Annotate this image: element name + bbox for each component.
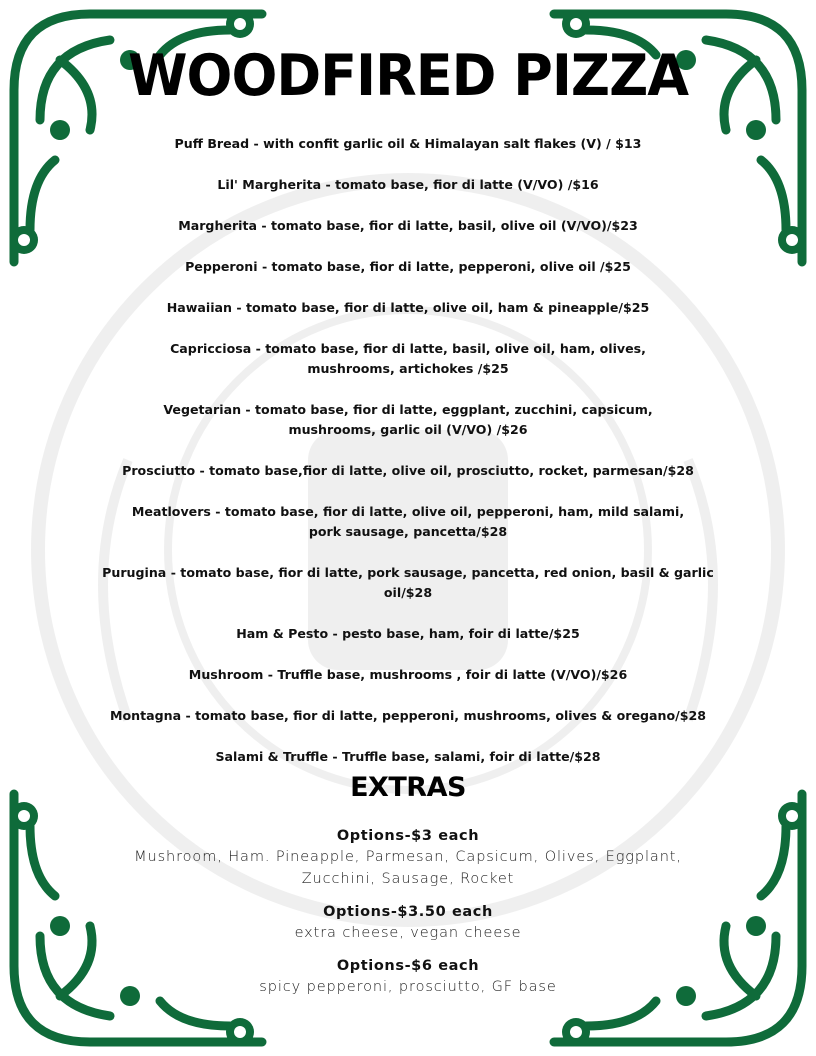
menu-item: [80, 624, 736, 644]
menu-item: [80, 339, 736, 379]
menu-item: [80, 134, 736, 154]
menu-item-line: Ham & Pesto - pesto base, ham, foir di latte/$25: [236, 626, 580, 641]
menu-item-line: Purugina - tomato base, fior di latte, pork sausage, pancetta, red onion, basil & garlic oil/$28: [102, 565, 714, 600]
extras-option: [120, 902, 696, 944]
extras-option: [120, 956, 696, 998]
menu-item: [80, 257, 736, 277]
menu-item: [80, 461, 736, 481]
menu-item-line: Capricciosa - tomato base, fior di latte, basil, olive oil, ham, olives,: [170, 341, 646, 356]
extras-option-items: extra cheese, vegan cheese: [294, 925, 522, 941]
menu-item: [80, 665, 736, 685]
menu-item-line: Mushroom - Truffle base, mushrooms , foir di latte (V/VO)/$26: [188, 667, 628, 682]
extras-section: [120, 826, 696, 1010]
pizza-menu-list: [80, 134, 736, 788]
extras-option-price: Options-$3 each: [336, 828, 480, 844]
menu-item-line: Meatlovers - tomato base, fior di latte, olive oil, pepperoni, ham, mild salami,: [131, 504, 685, 519]
extras-option-items: spicy pepperoni, prosciutto, GF base: [259, 979, 557, 995]
extras-option-price: Options-$3.50 each: [323, 904, 493, 920]
menu-item-line: Salami & Truffle - Truffle base, salami, foir di latte/$28: [215, 749, 601, 764]
menu-item-line: Lil' Margherita - tomato base, fior di latte (V/VO) /$16: [217, 177, 599, 192]
menu-item-line: Pepperoni - tomato base, fior di latte, pepperoni, olive oil /$25: [185, 259, 631, 274]
menu-item-line: Margherita - tomato base, fior di latte, basil, olive oil (V/VO)/$23: [178, 218, 638, 233]
menu-item-line: Vegetarian - tomato base, fior di latte, eggplant, zucchini, capsicum,: [163, 402, 653, 417]
extras-heading: EXTRAS: [350, 772, 466, 803]
menu-item-line: Montagna - tomato base, fior di latte, pepperoni, mushrooms, olives & oregano/$28: [109, 708, 707, 723]
menu-item-line: mushrooms, garlic oil (V/VO) /$26: [288, 422, 528, 437]
menu-item-line: Puff Bread - with confit garlic oil & Himalayan salt flakes (V) / $13: [174, 136, 642, 151]
extras-option-items: Mushroom, Ham. Pineapple, Parmesan, Capsicum, Olives, Eggplant,: [134, 849, 682, 865]
extras-option: [120, 826, 696, 890]
menu-item: [80, 175, 736, 195]
menu-item-line: Prosciutto - tomato base,fior di latte, olive oil, prosciutto, rocket, parmesan/$28: [122, 463, 694, 478]
menu-item: [80, 502, 736, 542]
menu-item: [80, 298, 736, 318]
menu-item: [80, 706, 736, 726]
menu-item: [80, 563, 736, 603]
menu-item: [80, 400, 736, 440]
menu-title: WOODFIRED PIZZA: [127, 42, 689, 109]
extras-option-items: Zucchini, Sausage, Rocket: [301, 871, 515, 887]
menu-item: [80, 216, 736, 236]
menu-item: [80, 747, 736, 767]
menu-item-line: mushrooms, artichokes /$25: [307, 361, 509, 376]
extras-option-price: Options-$6 each: [336, 958, 480, 974]
menu-item-line: pork sausage, pancetta/$28: [308, 524, 508, 539]
menu-item-line: Hawaiian - tomato base, fior di latte, olive oil, ham & pineapple/$25: [166, 300, 650, 315]
